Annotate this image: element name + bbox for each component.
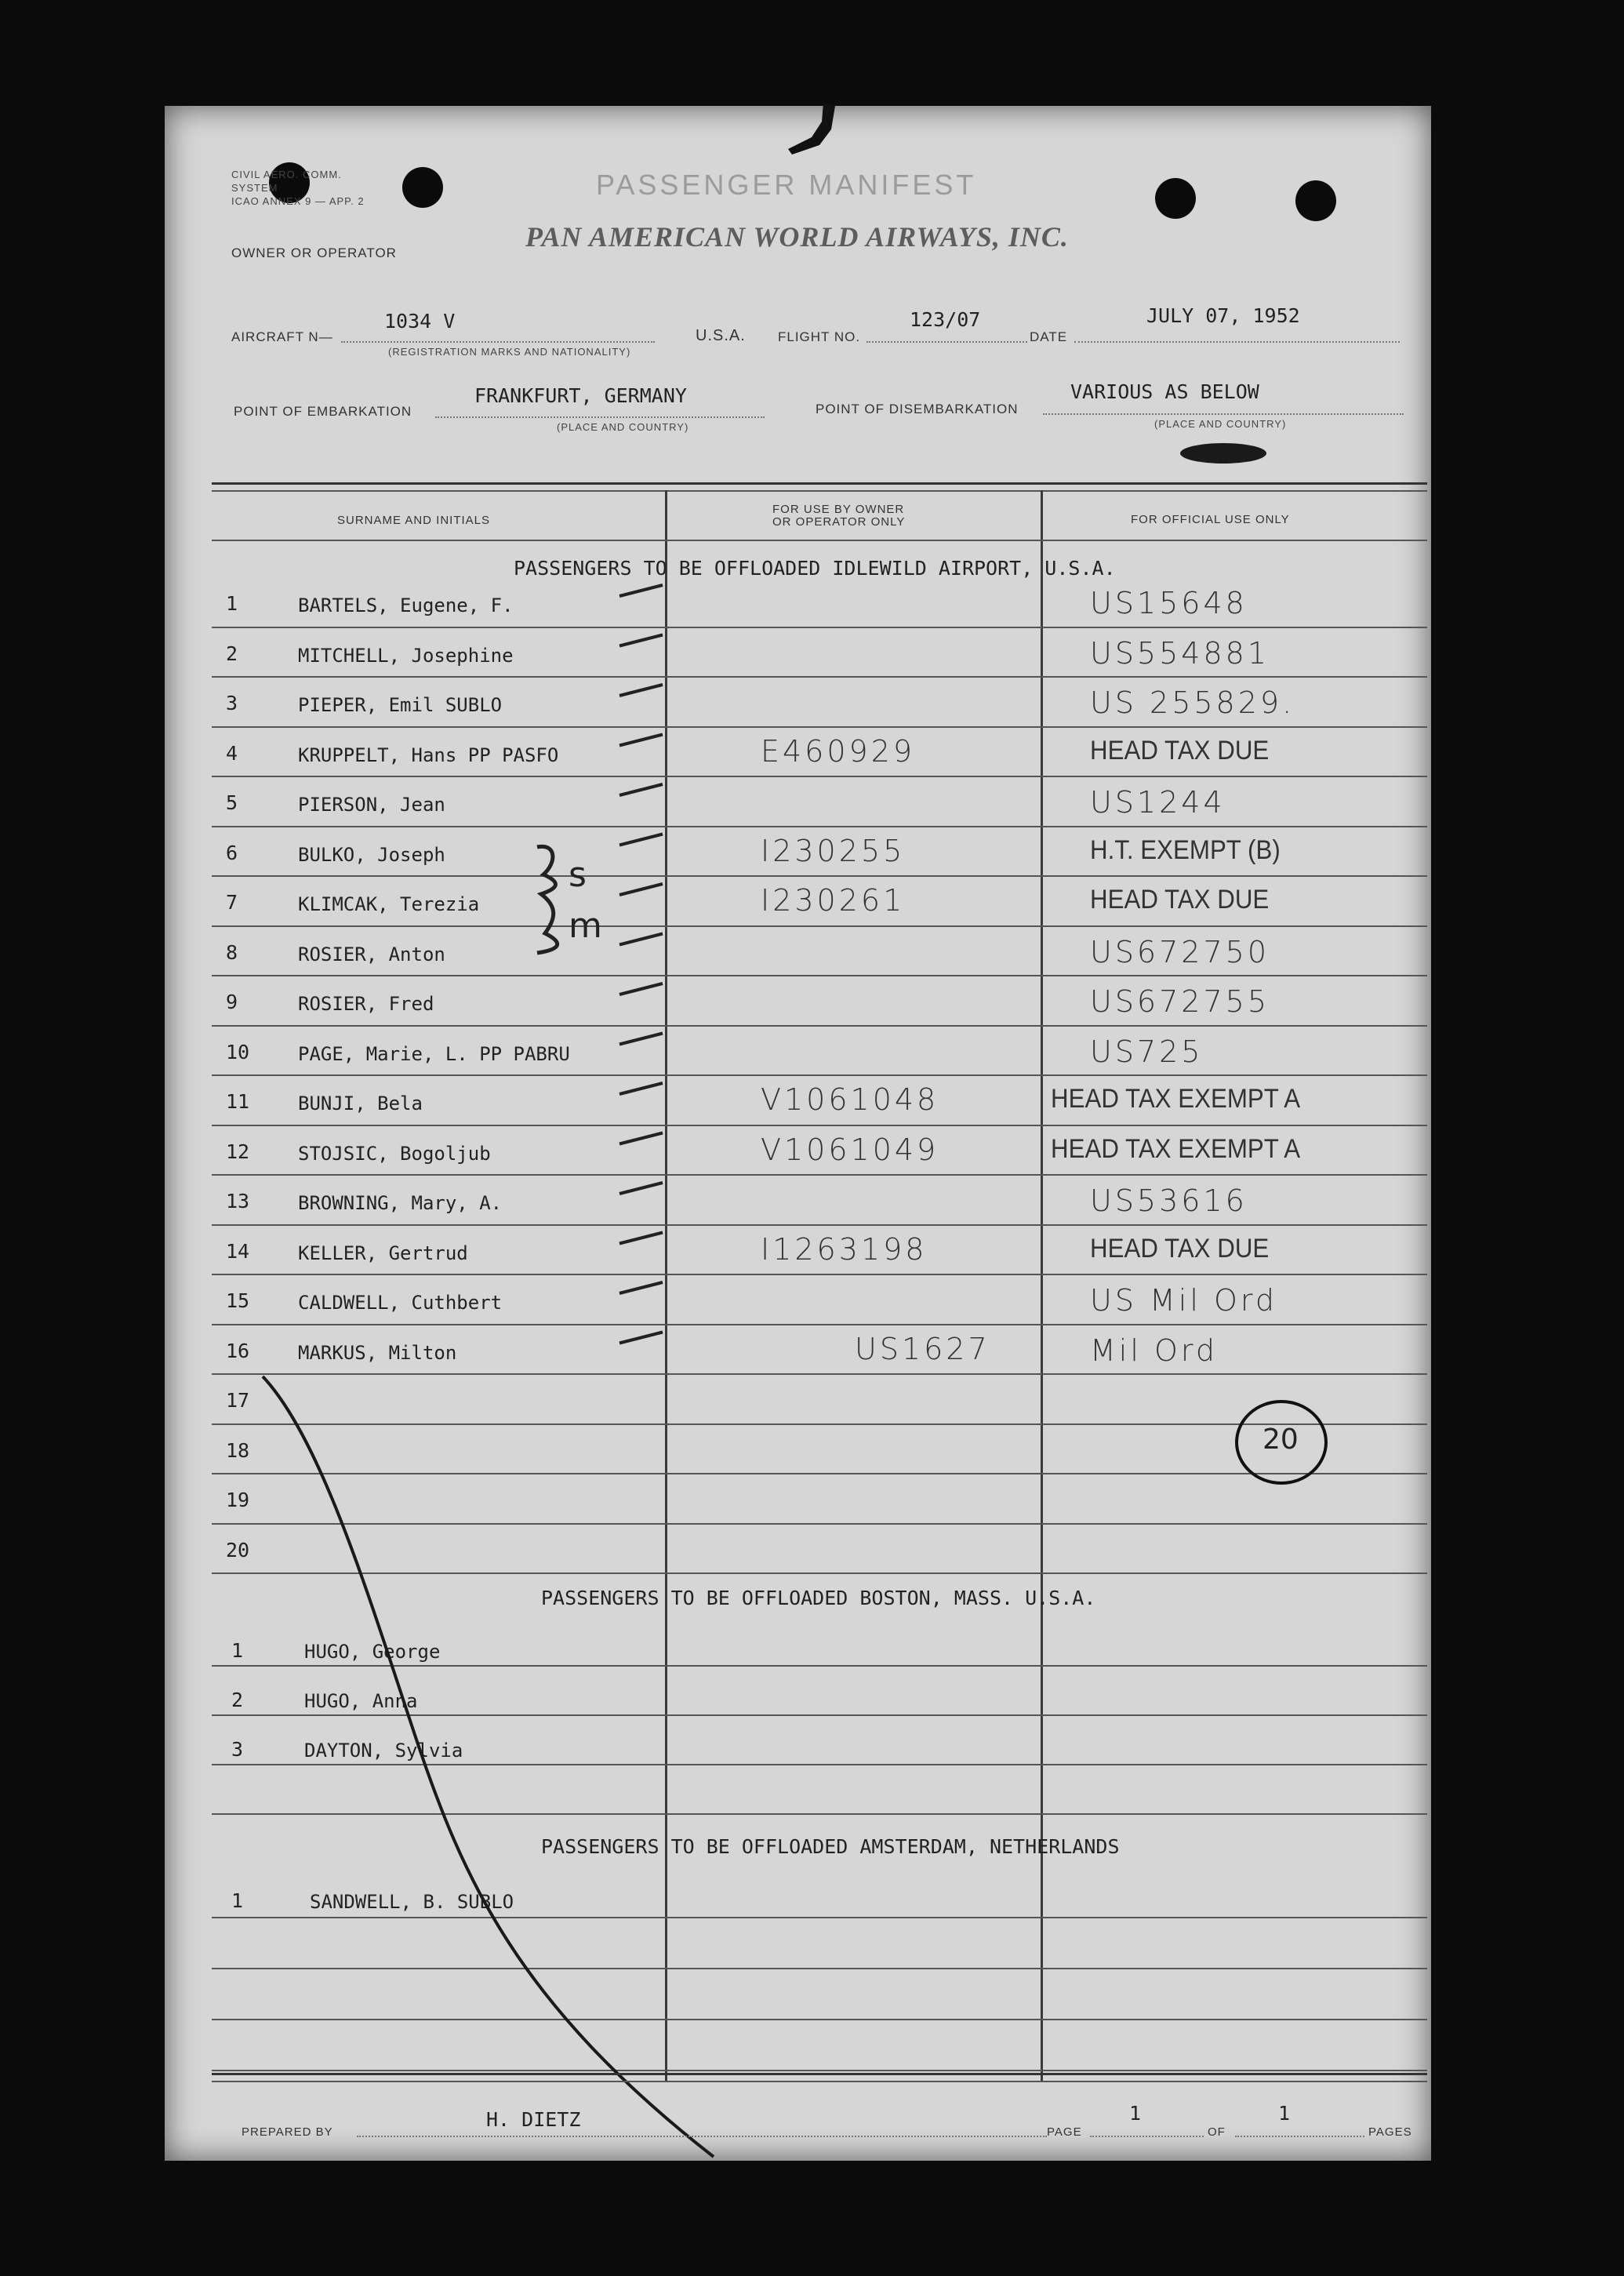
flight-no-value: 123/07	[910, 308, 981, 331]
svg-text:m: m	[569, 906, 602, 946]
row-number: 1	[231, 1889, 244, 1912]
page-underline	[1090, 2136, 1204, 2137]
row-number: 11	[226, 1090, 250, 1113]
official-use-entry: US1244	[1090, 785, 1226, 820]
row-number: 18	[226, 1439, 250, 1462]
owner-document-number: V1061048	[761, 1082, 939, 1117]
official-use-entry: US725	[1090, 1034, 1204, 1069]
passenger-name: KRUPPELT, Hans PP PASFO	[298, 744, 559, 766]
row-number: 7	[226, 891, 238, 914]
row-number: 10	[226, 1041, 250, 1063]
passenger-name: HUGO, George	[304, 1641, 441, 1663]
passenger-name: HUGO, Anna	[304, 1690, 418, 1712]
row-number: 6	[226, 842, 238, 864]
pages-label: PAGES	[1368, 2125, 1412, 2139]
row-number: 9	[226, 991, 238, 1013]
passenger-name: ROSIER, Anton	[298, 943, 445, 965]
airline-name: PAN AMERICAN WORLD AIRWAYS, INC.	[525, 221, 1069, 253]
row-number: 4	[226, 742, 238, 765]
aircraft-value: 1034 V	[384, 310, 456, 333]
row-number: 15	[226, 1289, 250, 1312]
corner-note-line-1: CIVIL AERO. COMM.	[231, 169, 342, 180]
aircraft-label: AIRCRAFT N—	[231, 329, 333, 344]
date-value: JULY 07, 1952	[1146, 304, 1300, 327]
row-number: 20	[226, 1539, 250, 1562]
official-use-entry: HEAD TAX DUE	[1090, 736, 1270, 765]
passenger-name: ROSIER, Fred	[298, 993, 434, 1015]
passenger-name: DAYTON, Sylvia	[304, 1740, 463, 1762]
official-use-entry: HEAD TAX EXEMPT A	[1051, 1084, 1301, 1114]
row-number: 3	[231, 1738, 244, 1761]
page-label: PAGE	[1047, 2125, 1082, 2139]
official-use-entry: US15648	[1090, 586, 1248, 620]
footer-top-rule-2	[212, 2081, 1427, 2082]
col-header-owner-2: OR OPERATOR ONLY	[772, 515, 906, 529]
row-number: 16	[226, 1340, 250, 1362]
passenger-name: CALDWELL, Cuthbert	[298, 1292, 503, 1314]
official-use-entry: US672755	[1090, 984, 1270, 1019]
row-number: 1	[226, 592, 238, 615]
embarkation-label: POINT OF EMBARKATION	[234, 404, 412, 419]
row-number: 19	[226, 1489, 250, 1511]
of-label: OF	[1208, 2125, 1226, 2139]
passenger-name: KLIMCAK, Terezia	[298, 893, 480, 915]
col-header-official: FOR OFFICIAL USE ONLY	[1131, 513, 1290, 526]
owner-document-number: US1627	[855, 1332, 990, 1366]
owner-document-number: I230261	[761, 883, 906, 918]
disembark-caption: (PLACE AND COUNTRY)	[1154, 418, 1287, 430]
manifest-sheet	[165, 106, 1431, 2161]
owner-operator-label: OWNER OR OPERATOR	[231, 245, 397, 260]
owner-document-number: I230255	[761, 834, 906, 868]
col-header-owner-1: FOR USE BY OWNER	[772, 503, 905, 516]
row-number: 3	[226, 692, 238, 714]
corner-note-line-3: ICAO ANNEX 9 — APP. 2	[231, 195, 365, 207]
embarkation-value: FRANKFURT, GERMANY	[474, 384, 687, 407]
row-number: 13	[226, 1190, 250, 1213]
page-value: 1	[1129, 2102, 1142, 2125]
section-heading-boston: PASSENGERS TO BE OFFLOADED BOSTON, MASS. U.S.A.	[541, 1587, 1096, 1609]
official-use-entry: US554881	[1090, 636, 1270, 671]
row-number: 5	[226, 791, 238, 814]
official-use-entry: US Mil Ord	[1090, 1283, 1277, 1318]
diagonal-cancel-line	[165, 106, 1431, 2161]
col-header-surname: SURNAME AND INITIALS	[337, 514, 491, 527]
page-title: PASSENGER MANIFEST	[596, 169, 977, 201]
usa-label: U.S.A.	[696, 327, 746, 344]
total-pages-value: 1	[1278, 2102, 1291, 2125]
owner-document-number: V1061049	[761, 1133, 939, 1167]
row-number: 14	[226, 1240, 250, 1263]
of-underline	[1235, 2136, 1364, 2137]
passenger-name: SANDWELL, B. SUBLO	[310, 1891, 514, 1913]
section-heading-amsterdam: PASSENGERS TO BE OFFLOADED AMSTERDAM, NETHERLANDS	[541, 1835, 1120, 1858]
flight-no-label: FLIGHT NO.	[778, 329, 861, 344]
passenger-name: BUNJI, Bela	[298, 1093, 423, 1114]
row-number: 1	[231, 1639, 244, 1662]
footer-top-rule	[212, 2073, 1427, 2075]
prepared-by-value: H. DIETZ	[486, 2108, 581, 2131]
registration-caption: (REGISTRATION MARKS AND NATIONALITY)	[388, 346, 631, 358]
owner-document-number: E460929	[761, 734, 916, 769]
passenger-name: MITCHELL, Josephine	[298, 645, 514, 667]
passenger-name: PIERSON, Jean	[298, 794, 445, 816]
official-use-entry: HEAD TAX EXEMPT A	[1051, 1134, 1301, 1164]
passenger-name: PAGE, Marie, L. PP PABRU	[298, 1043, 570, 1065]
row-number: 12	[226, 1140, 250, 1163]
official-use-entry: Mil Ord	[1090, 1333, 1218, 1368]
prepared-underline	[357, 2136, 1047, 2137]
passenger-name: KELLER, Gertrud	[298, 1242, 468, 1264]
disembarkation-label: POINT OF DISEMBARKATION	[816, 402, 1019, 416]
passenger-name: BROWNING, Mary, A.	[298, 1192, 503, 1214]
official-use-entry: HEAD TAX DUE	[1090, 885, 1270, 914]
passenger-name: MARKUS, Milton	[298, 1342, 457, 1364]
passenger-name: BULKO, Joseph	[298, 844, 445, 866]
passenger-name: PIEPER, Emil SUBLO	[298, 694, 503, 716]
circled-total-value: 20	[1263, 1423, 1299, 1456]
passenger-name: BARTELS, Eugene, F.	[298, 594, 514, 616]
official-use-entry: US 255829.	[1090, 685, 1295, 720]
corner-note-line-2: SYSTEM	[231, 182, 278, 194]
row-number: 8	[226, 941, 238, 964]
owner-document-number: I1263198	[761, 1232, 928, 1267]
date-label: DATE	[1030, 329, 1068, 344]
official-use-entry: US53616	[1090, 1183, 1248, 1218]
svg-text:s: s	[569, 855, 587, 895]
official-use-entry: HEAD TAX DUE	[1090, 1234, 1270, 1263]
prepared-by-label: PREPARED BY	[242, 2125, 333, 2139]
disembarkation-value: VARIOUS AS BELOW	[1070, 380, 1259, 403]
row-number: 17	[226, 1389, 250, 1412]
official-use-entry: US672750	[1090, 935, 1270, 969]
embark-caption: (PLACE AND COUNTRY)	[557, 421, 689, 433]
row-number: 2	[226, 642, 238, 665]
section-heading-idlewild: PASSENGERS TO BE OFFLOADED IDLEWILD AIRPORT, U.S.A.	[514, 557, 1116, 580]
row-number: 2	[231, 1689, 244, 1711]
official-use-entry: H.T. EXEMPT (B)	[1090, 835, 1281, 865]
passenger-name: STOJSIC, Bogoljub	[298, 1143, 491, 1165]
